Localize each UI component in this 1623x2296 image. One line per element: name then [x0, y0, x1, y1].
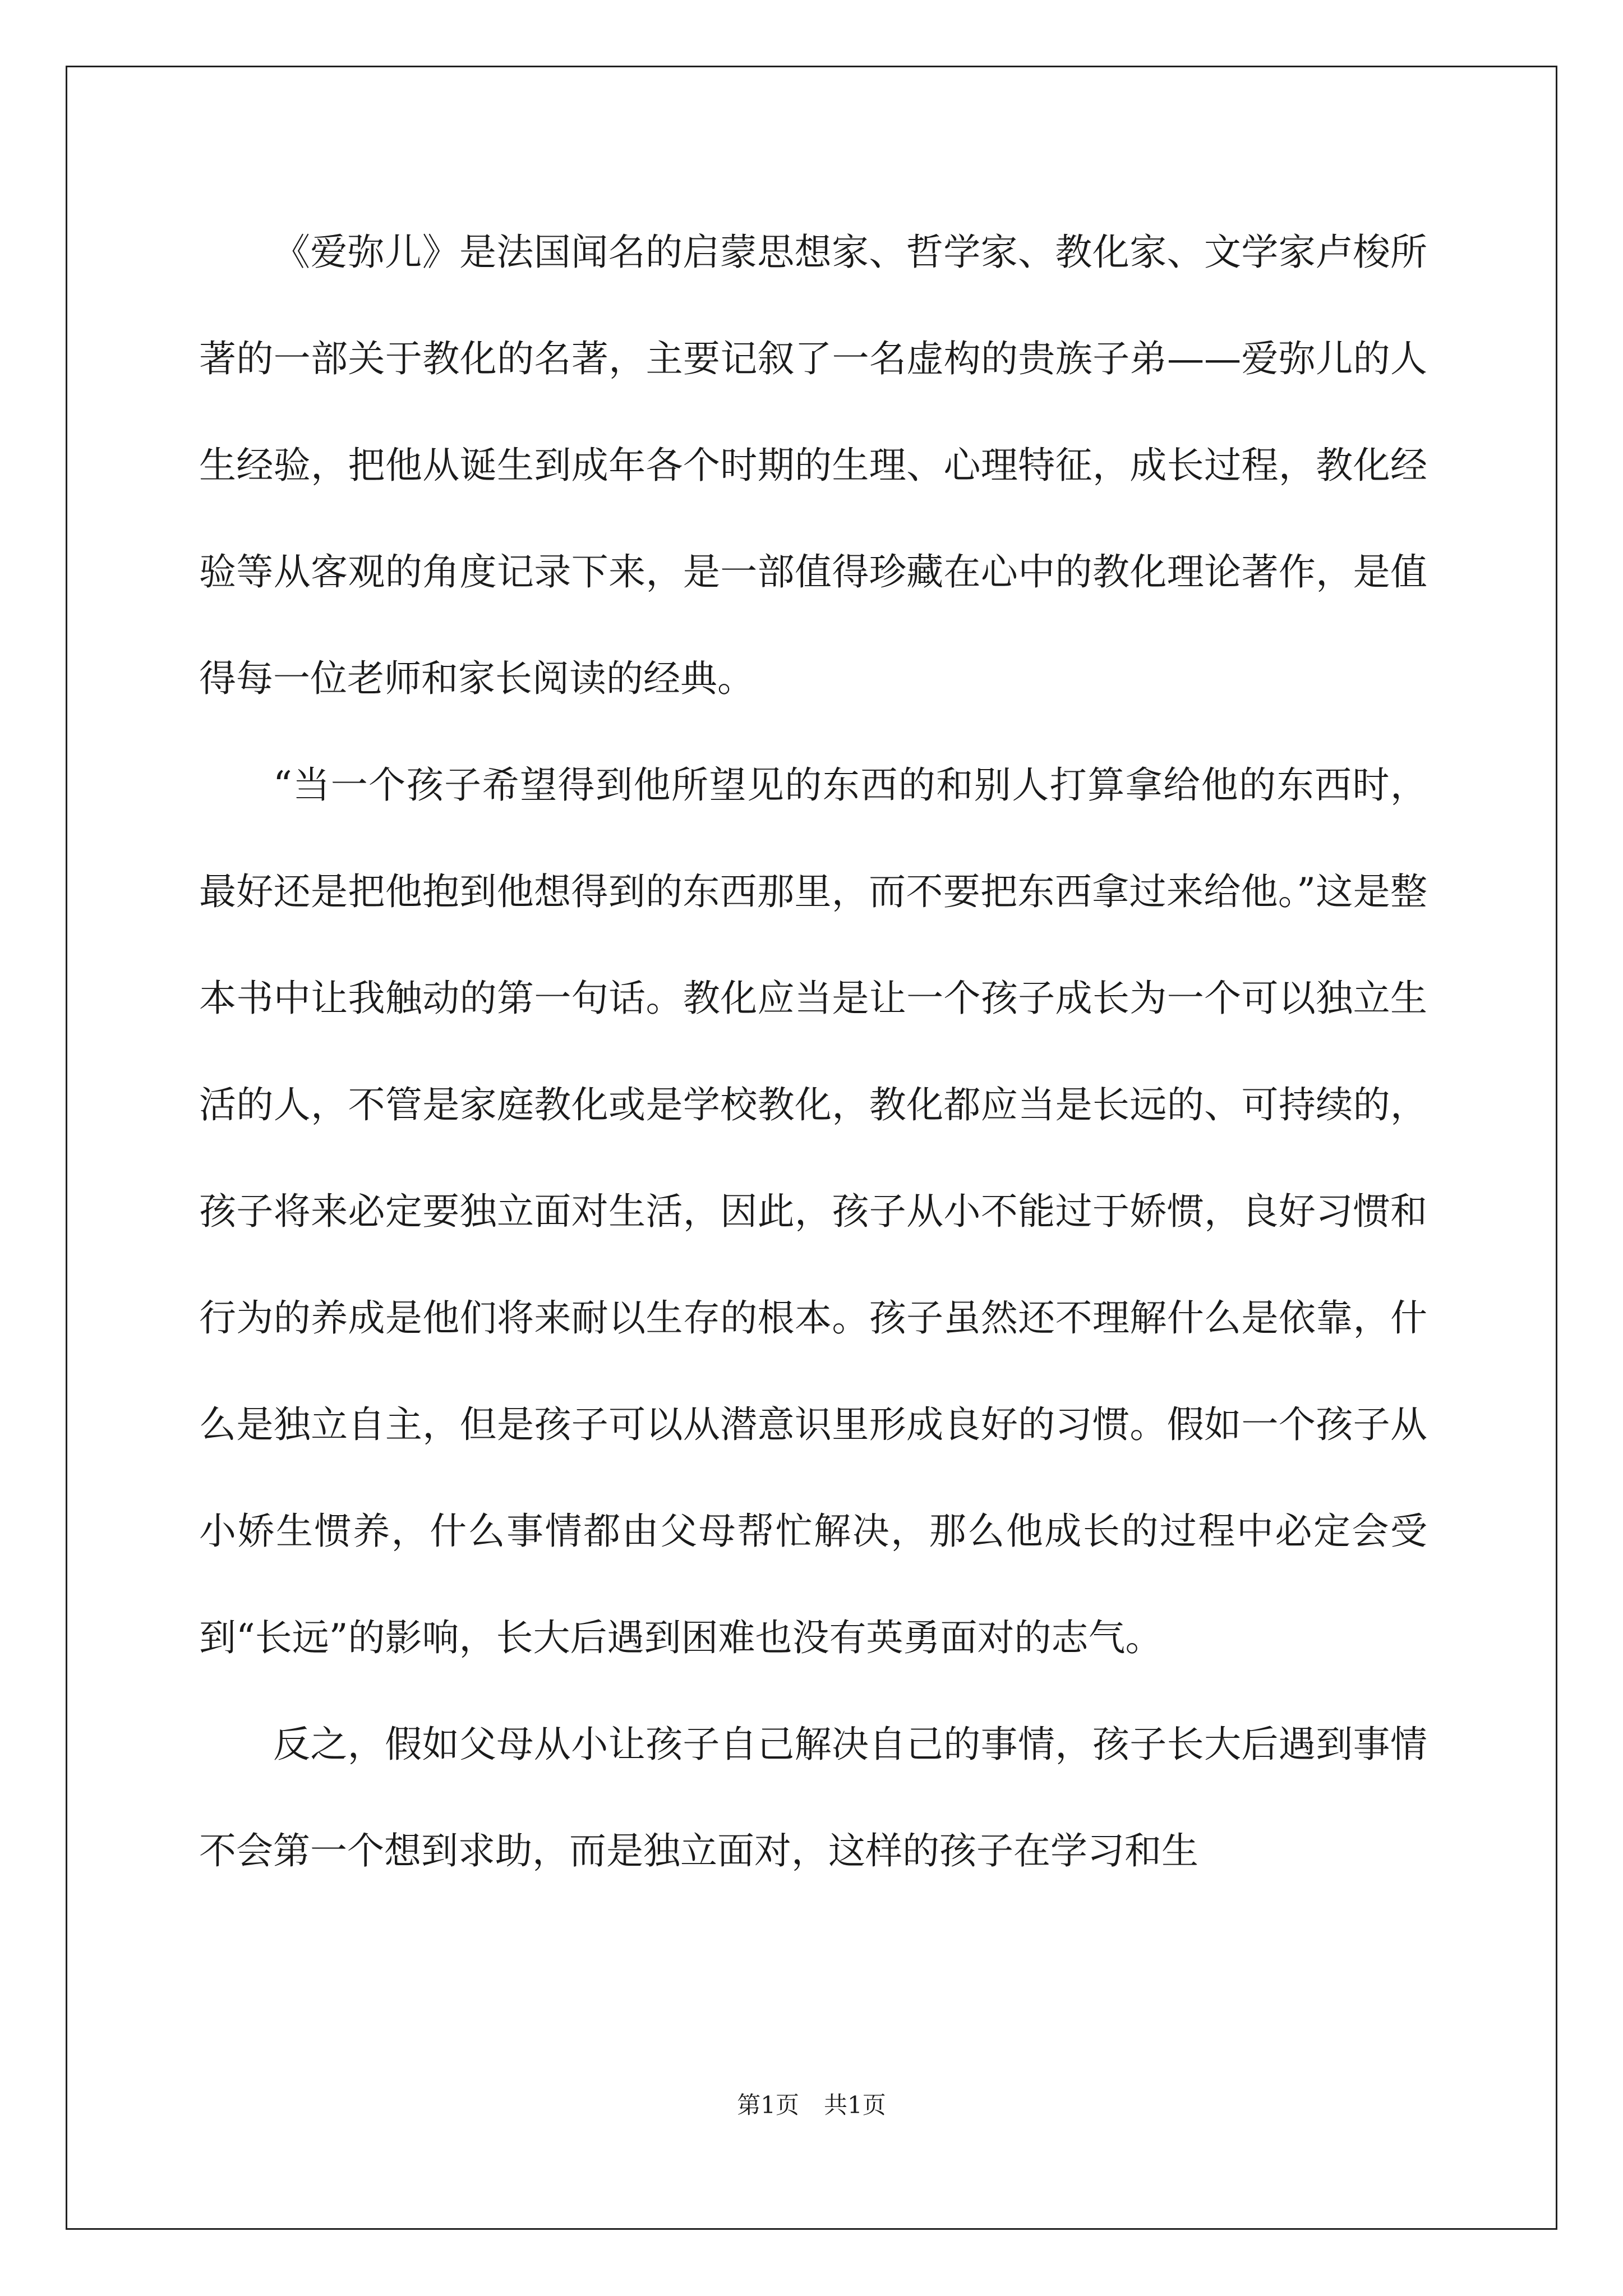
paragraph-3: 反之，假如父母从小让孩子自己解决自己的事情，孩子长大后遇到事情不会第一个想到求助，而是独立面对，这样的孩子在学习和生	[199, 1723, 1427, 1872]
paragraph-2: “当一个孩子希望得到他所望见的东西的和别人打算拿给他的东西时，最好还是把他抱到他想得到的东西那里，而不要把东西拿过来给他。”这是整本书中让我触动的第一句话。教化应当是让一个孩子成长为一个可以独立生活的人，不管是家庭教化或是学校教化，教化都应当是长远的、可持续的，孩子将来必定要独立面对生活，因此，孩子从小不能过于娇惯，良好习惯和行为的养成是他们将来耐以生存的根本。孩子虽然还不理解什么是依靠，什么是独立自主，但是孩子可以从潜意识里形成良好的习惯。假如一个孩子从小娇生惯养，什么事情都由父母帮忙解决，那么他成长的过程中必定会受到“长远”的影响，长大后遇到困难也没有英勇面对的志气。	[199, 763, 1427, 1659]
page-number-current: 第1页	[737, 2091, 799, 2119]
document-body	[199, 199, 1427, 1904]
page-number-total: 共1页	[824, 2091, 886, 2119]
paragraph-1: 《爱弥儿》是法国闻名的启蒙思想家、哲学家、教化家、文学家卢梭所著的一部关于教化的名著，主要记叙了一名虚构的贵族子弟——爱弥儿的人生经验，把他从诞生到成年各个时期的生理、心理特征，成长过程，教化经验等从客观的角度记录下来，是一部值得珍藏在心中的教化理论著作，是值得每一位老师和家长阅读的经典。	[199, 231, 1427, 700]
page-footer	[0, 2087, 1623, 2120]
